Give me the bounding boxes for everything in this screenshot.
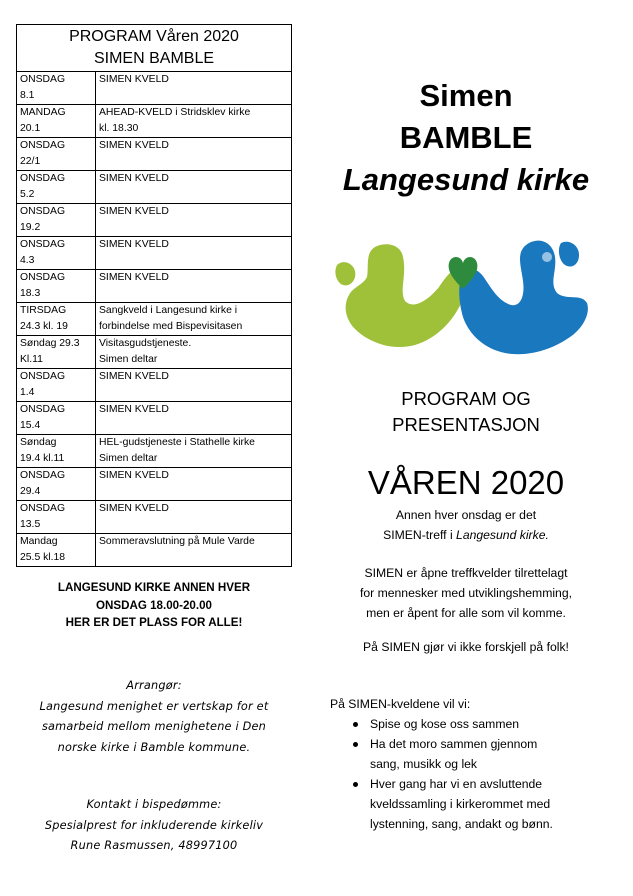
activities-list [330, 694, 620, 834]
program-event-line: SIMEN KVELD [99, 74, 169, 85]
langesund-note-line2: ONSDAG 18.00-20.00 [96, 598, 212, 612]
program-event-cell [96, 270, 292, 303]
program-event-line: SIMEN KVELD [99, 470, 169, 481]
program-date-line: ONSDAG [20, 404, 66, 415]
organizer-line: samarbeid mellom menighetene i Den [41, 720, 267, 733]
program-row [17, 105, 292, 138]
program-date-line: ONSDAG [20, 371, 66, 382]
header-bamble: BAMBLE [399, 120, 533, 155]
activities-items [330, 714, 620, 834]
contact-block [16, 795, 292, 857]
description-line: men er åpent for alle som vil komme. [366, 606, 566, 620]
intro-text [305, 505, 627, 545]
program-date-line: Søndag [20, 437, 57, 448]
program-event-line: SIMEN KVELD [99, 272, 169, 283]
description-line: SIMEN er åpne treffkvelder tilrettelagt [364, 566, 568, 580]
program-event-cell [96, 72, 292, 105]
program-event-cell [96, 402, 292, 435]
activity-item [330, 714, 620, 734]
program-event-cell [96, 204, 292, 237]
activities-intro: På SIMEN-kveldene vil vi: [330, 697, 471, 711]
program-date-line: ONSDAG [20, 503, 66, 514]
program-presentation [305, 386, 627, 438]
program-date-cell [17, 237, 96, 270]
logo-left-figure [346, 244, 467, 347]
program-date-cell [17, 105, 96, 138]
bullet-dot-icon [353, 742, 358, 747]
program-event-line: SIMEN KVELD [99, 404, 169, 415]
program-event-cell [96, 435, 292, 468]
program-title [17, 25, 292, 72]
program-event-line: SIMEN KVELD [99, 206, 169, 217]
langesund-note [16, 579, 292, 632]
program-event-cell [96, 369, 292, 402]
program-date-cell [17, 468, 96, 501]
logo-highlight [542, 252, 552, 262]
program-row [17, 72, 292, 105]
intro-church-name: Langesund kirke. [456, 528, 549, 542]
organizer-line: norske kirke i Bamble kommune. [57, 740, 251, 754]
program-date-line: Mandag [20, 536, 58, 547]
logo-right-hand [559, 242, 579, 267]
program-title-line1: PROGRAM Våren 2020 [69, 28, 239, 45]
header-simen: Simen [419, 78, 513, 113]
program-date-line: ONSDAG [20, 140, 66, 151]
program-row [17, 402, 292, 435]
program-event-line: SIMEN KVELD [99, 239, 169, 250]
program-row [17, 270, 292, 303]
program-presentation-line2: PRESENTASJON [392, 414, 540, 435]
program-event-cell [96, 105, 292, 138]
program-date-cell [17, 204, 96, 237]
program-date-line: ONSDAG [20, 173, 66, 184]
program-date-line: 8.1 [20, 90, 35, 101]
activity-line: lystenning, sang, andakt og bønn. [370, 817, 553, 831]
program-date-line: ONSDAG [20, 206, 66, 217]
program-row [17, 138, 292, 171]
program-date-line: 20.1 [20, 123, 41, 134]
program-date-cell [17, 435, 96, 468]
activity-item [330, 774, 620, 834]
program-date-cell [17, 402, 96, 435]
activity-line: Spise og kose oss sammen [370, 717, 520, 731]
program-date-line: 25.5 kl.18 [20, 552, 66, 563]
program-date-line: 5.2 [20, 189, 35, 200]
program-date-cell [17, 171, 96, 204]
program-event-line: Sangkveld i Langesund kirke i [99, 305, 238, 316]
program-event-cell [96, 534, 292, 567]
program-date-cell [17, 138, 96, 171]
description-line: for mennesker med utviklingshemming, [359, 586, 572, 600]
program-event-line: HEL-gudstjeneste i Stathelle kirke [99, 437, 255, 448]
program-date-line: ONSDAG [20, 470, 66, 481]
program-date-line: 22/1 [20, 156, 41, 167]
program-date-cell [17, 534, 96, 567]
program-date-line: 13.5 [20, 519, 41, 530]
program-event-cell [96, 171, 292, 204]
program-row [17, 534, 292, 567]
program-event-cell [96, 237, 292, 270]
program-date-line: 19.4 kl.11 [20, 453, 65, 464]
langesund-note-line3: HER ER DET PLASS FOR ALLE! [65, 616, 243, 629]
program-title-row [17, 25, 292, 72]
program-event-line: AHEAD-KVELD i Stridsklev kirke [99, 107, 251, 118]
program-date-line: ONSDAG [20, 272, 66, 283]
program-event-cell [96, 336, 292, 369]
program-event-line: Sommeravslutning på Mule Varde [99, 536, 255, 547]
program-event-line: SIMEN KVELD [99, 173, 169, 184]
program-date-line: 15.4 [20, 420, 41, 431]
header-church: Langesund kirke [342, 162, 590, 197]
contact-heading: Kontakt i bispedømme: [86, 798, 222, 811]
program-row [17, 204, 292, 237]
program-row [17, 501, 292, 534]
activity-line: Ha det moro sammen gjennom [370, 737, 538, 751]
program-event-line: Visitasgudstjeneste. [99, 338, 192, 349]
program-row [17, 435, 292, 468]
activity-item [330, 734, 620, 774]
contact-role: Spesialprest for inkluderende kirkeliv [44, 818, 264, 832]
program-row [17, 336, 292, 369]
program-date-line: MANDAG [20, 107, 66, 118]
program-date-line: TIRSDAG [20, 305, 67, 316]
program-date-line: 4.3 [20, 255, 35, 266]
program-row [17, 303, 292, 336]
program-event-cell [96, 501, 292, 534]
program-event-cell [96, 138, 292, 171]
program-event-line: SIMEN KVELD [99, 503, 169, 514]
program-date-cell [17, 303, 96, 336]
program-event-line: Simen deltar [99, 354, 158, 365]
program-row [17, 237, 292, 270]
bullet-dot-icon [353, 722, 358, 727]
program-date-line: 29.4 [20, 486, 41, 497]
program-date-line: 1.4 [20, 387, 35, 398]
program-date-cell [17, 336, 96, 369]
activity-line: sang, musikk og lek [370, 757, 478, 771]
intro-line2 [305, 525, 627, 545]
program-date-line: ONSDAG [20, 74, 66, 85]
program-date-line: 24.3 kl. 19 [20, 321, 68, 332]
logo-left-hand [335, 262, 355, 285]
season-title: VÅREN 2020 [367, 464, 565, 501]
program-date-cell [17, 270, 96, 303]
program-event-line: SIMEN KVELD [99, 371, 169, 382]
program-row [17, 171, 292, 204]
program-event-cell [96, 468, 292, 501]
statement-text: På SIMEN gjør vi ikke forskjell på folk! [363, 640, 569, 654]
program-row [17, 369, 292, 402]
program-table [16, 24, 292, 567]
program-row [17, 468, 292, 501]
page-header [305, 75, 627, 201]
description-text [305, 563, 627, 623]
bullet-dot-icon [353, 782, 358, 787]
simen-logo [335, 235, 590, 360]
activity-line: kveldssamling i kirkerommet med [370, 797, 551, 811]
organizer-block [16, 676, 292, 758]
intro-line2-prefix: SIMEN-treff i [383, 528, 457, 542]
program-date-line: Søndag 29.3 [20, 338, 80, 349]
program-presentation-line1: PROGRAM OG [401, 388, 531, 409]
program-date-line: 18.3 [20, 288, 41, 299]
program-event-line: Simen deltar [99, 453, 158, 464]
program-event-line: kl. 18.30 [99, 123, 139, 134]
program-date-line: ONSDAG [20, 239, 66, 250]
program-date-cell [17, 369, 96, 402]
program-title-line2: SIMEN BAMBLE [93, 50, 215, 67]
intro-line1: Annen hver onsdag er det [395, 508, 537, 522]
activity-line: Hver gang har vi en avsluttende [370, 777, 543, 791]
langesund-note-line1: LANGESUND KIRKE ANNEN HVER [57, 581, 251, 594]
program-date-cell [17, 501, 96, 534]
program-event-cell [96, 303, 292, 336]
program-date-cell [17, 72, 96, 105]
program-date-line: 19.2 [20, 222, 41, 233]
organizer-heading: Arrangør: [126, 679, 182, 692]
organizer-line: Langesund menighet er vertskap for et [39, 699, 269, 713]
program-event-line: SIMEN KVELD [99, 140, 169, 151]
program-date-line: Kl.11 [20, 354, 43, 365]
program-event-line: forbindelse med Bispevisitasen [99, 321, 243, 332]
contact-person: Rune Rasmussen, 48997100 [70, 839, 238, 852]
